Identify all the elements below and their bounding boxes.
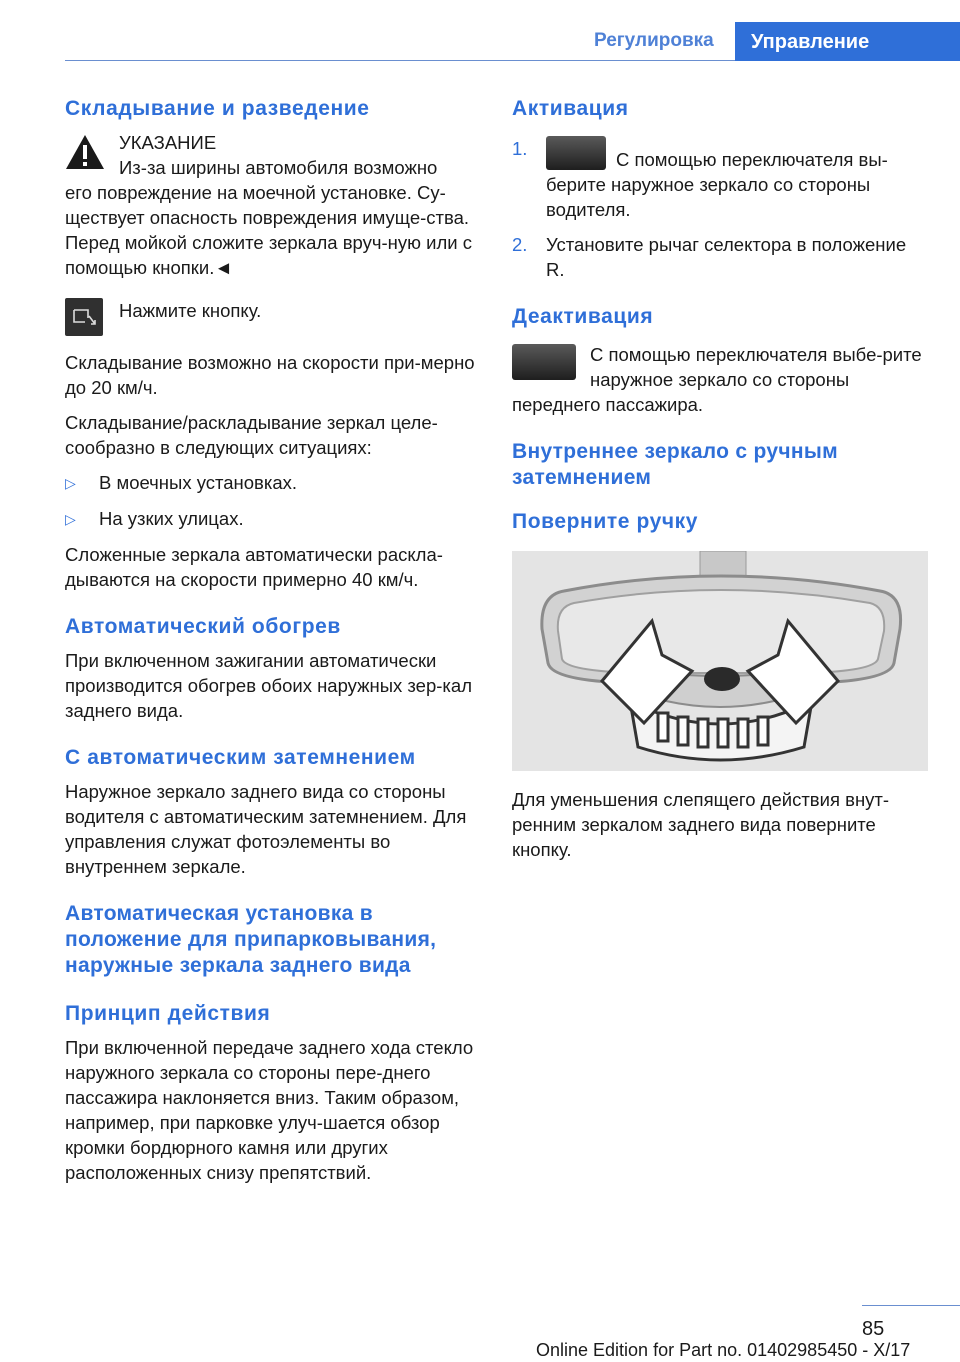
list-item: ▷ На узких улицах. — [65, 506, 477, 532]
warning-title: УКАЗАНИЕ — [119, 132, 217, 153]
right-column — [512, 96, 928, 872]
edition-note: Online Edition for Part no. 01402985450 - X/17 — [536, 1340, 911, 1360]
heading-activation: Активация — [512, 97, 629, 120]
warning-text: его повреждение на моечной установке. Су-ществует опасность повреждения имуще-ства. Перед мойкой сложите зеркала вруч-ную или с помощью кнопки.◄ — [65, 182, 472, 278]
dimming-paragraph: Наружное зеркало заднего вида со стороны водителя с автоматическим затемнением. Для управления служат фотоэлементы во внутреннем зеркале. — [65, 781, 467, 877]
footer-rule — [862, 1305, 960, 1306]
inner-mirror-paragraph: Для уменьшения слепящего действия внут-ренним зеркалом заднего вида поверните кнопку. — [512, 789, 890, 860]
deactivation-block: С помощью переключателя выбе-рите наружное зеркало со стороны переднего пассажира. — [512, 344, 922, 415]
principle-paragraph: При включенной передаче заднего хода стекло наружного зеркала со стороны пере-днего пассажира наклоняется вниз. Таким образом, например, при парковке улуч-шается обзор кромки бордюрного камня или других расположенных снизу препятствий. — [65, 1037, 474, 1183]
heading-deactivation: Деактивация — [512, 305, 654, 328]
mirror-fold-button-icon — [65, 298, 103, 336]
bullet-marker-icon: ▷ — [65, 475, 76, 491]
heating-paragraph: При включенном зажигании автоматически производится обогрев обоих наружных зер-кал заднего вида. — [65, 650, 472, 721]
mirror-switch-icon — [512, 344, 576, 380]
bullet-marker-icon: ▷ — [65, 511, 76, 527]
heading-folding: Складывание и разведение — [65, 97, 370, 120]
tab-upravlenie[interactable]: Управление — [735, 22, 960, 61]
heading-inner-mirror: Внутреннее зеркало с ручным затемнением — [512, 440, 838, 489]
mirror-switch-icon — [546, 136, 606, 170]
unfold-paragraph: Сложенные зеркала автоматически раскла-дываются на скорости примерно 40 км/ч. — [65, 544, 443, 590]
heading-principle: Принцип действия — [65, 1002, 271, 1025]
fold-button-row — [65, 298, 477, 336]
warning-triangle-icon — [65, 134, 105, 170]
useful-paragraph: Складывание/раскладывание зеркал целе-сообразно в следующих ситуациях: — [65, 412, 438, 458]
rearview-mirror-illustration — [512, 551, 928, 771]
heading-dimming: С автоматическим затемнением — [65, 746, 416, 769]
left-column — [65, 96, 477, 1195]
speed-paragraph: Складывание возможно на скорости при-мерно до 20 км/ч. — [65, 352, 475, 398]
step-item: 1. С помощью переключателя вы-берите наружное зеркало со стороны водителя. — [512, 138, 888, 220]
heading-heating: Автоматический обогрев — [65, 615, 341, 638]
heading-parking-position: Автоматическая установка в положение для припарковывания, наружные зеркала заднего вида — [65, 902, 437, 977]
tab-regulirovka[interactable]: Регулировка — [594, 30, 714, 51]
press-button-text: Нажмите кнопку. — [119, 300, 262, 321]
page-number: 85 — [862, 1318, 885, 1340]
step-item: 2. Установите рычаг селектора в положение R. — [512, 234, 907, 280]
heading-turn-knob: Поверните ручку — [512, 510, 699, 533]
warning-line1: Из-за ширины автомобиля возможно — [119, 157, 438, 178]
warning-block — [65, 130, 477, 280]
list-item: ▷ В моечных установках. — [65, 470, 477, 496]
